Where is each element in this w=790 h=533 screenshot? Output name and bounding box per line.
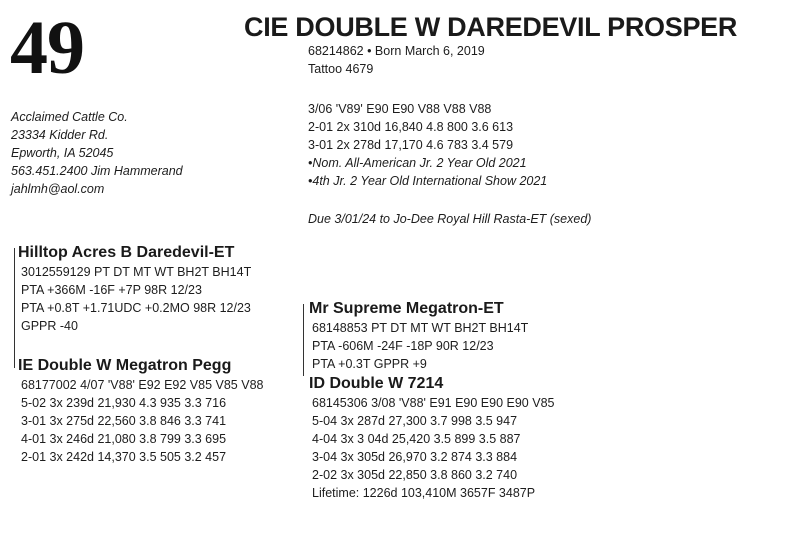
granddam-record: 4-04 3x 3 04d 25,420 3.5 899 3.5 887 [312, 432, 521, 446]
granddam-block [309, 374, 554, 502]
due-line: Due 3/01/24 to Jo-Dee Royal Hill Rasta-ET (sexed) [308, 212, 592, 226]
dam-block [18, 356, 263, 466]
lactation-record: 3-01 2x 278d 17,170 4.6 783 3.4 579 [308, 138, 514, 152]
award-line: •Nom. All-American Jr. 2 Year Old 2021 [308, 156, 527, 170]
owner-address: 23334 Kidder Rd. [11, 128, 109, 142]
owner-phone: 563.451.2400 Jim Hammerand [11, 164, 183, 178]
tattoo-line: Tattoo 4679 [308, 62, 374, 76]
sire-info-line: GPPR -40 [21, 319, 78, 333]
dam-sire-info-line: 68148853 PT DT MT WT BH2T BH14T [312, 321, 529, 335]
sire-block [18, 243, 251, 335]
dam-record: 5-02 3x 239d 21,930 4.3 935 3.3 716 [21, 396, 227, 410]
registration-line: 68214862 • Born March 6, 2019 [308, 44, 485, 58]
pedigree-connector-sire [14, 248, 15, 368]
due-block [308, 210, 591, 228]
animal-id-block [308, 42, 485, 78]
lactation-record: 2-01 2x 310d 16,840 4.8 800 3.6 613 [308, 120, 514, 134]
owner-city: Epworth, IA 52045 [11, 146, 114, 160]
granddam-record: 3-04 3x 305d 26,970 3.2 874 3.3 884 [312, 450, 518, 464]
granddam-name: ID Double W 7214 [309, 375, 444, 392]
dam-info-line: 68177002 4/07 'V88' E92 E92 V85 V85 V88 [21, 378, 264, 392]
sire-name: Hilltop Acres B Daredevil-ET [18, 244, 235, 261]
award-line: •4th Jr. 2 Year Old International Show 2021 [308, 174, 548, 188]
animal-name: CIE DOUBLE W DAREDEVIL PROSPER [244, 12, 738, 42]
performance-block [308, 100, 547, 190]
owner-name: Acclaimed Cattle Co. [11, 110, 128, 124]
sire-info-line: PTA +366M -16F +7P 98R 12/23 [21, 283, 202, 297]
granddam-record: 5-04 3x 287d 27,300 3.7 998 3.5 947 [312, 414, 518, 428]
sire-info-line: PTA +0.8T +1.71UDC +0.2MO 98R 12/23 [21, 301, 251, 315]
granddam-info-line: 68145306 3/08 'V88' E91 E90 E90 E90 V85 [312, 396, 555, 410]
dam-record: 4-01 3x 246d 21,080 3.8 799 3.3 695 [21, 432, 227, 446]
dam-sire-info-line: PTA -606M -24F -18P 90R 12/23 [312, 339, 494, 353]
classification-line: 3/06 'V89' E90 E90 V88 V88 V88 [308, 102, 492, 116]
dam-sire-block [309, 299, 528, 373]
lot-number: 49 [10, 6, 84, 90]
dam-name: IE Double W Megatron Pegg [18, 357, 232, 374]
dam-sire-name: Mr Supreme Megatron-ET [309, 300, 504, 317]
owner-block [11, 108, 183, 198]
owner-email: jahlmh@aol.com [11, 182, 105, 196]
pedigree-connector-dam-sire [303, 304, 304, 376]
granddam-record: 2-02 3x 305d 22,850 3.8 860 3.2 740 [312, 468, 518, 482]
sire-info-line: 3012559129 PT DT MT WT BH2T BH14T [21, 265, 252, 279]
dam-record: 2-01 3x 242d 14,370 3.5 505 3.2 457 [21, 450, 227, 464]
dam-sire-info-line: PTA +0.3T GPPR +9 [312, 357, 427, 371]
dam-record: 3-01 3x 275d 22,560 3.8 846 3.3 741 [21, 414, 227, 428]
granddam-lifetime: Lifetime: 1226d 103,410M 3657F 3487P [312, 486, 536, 500]
